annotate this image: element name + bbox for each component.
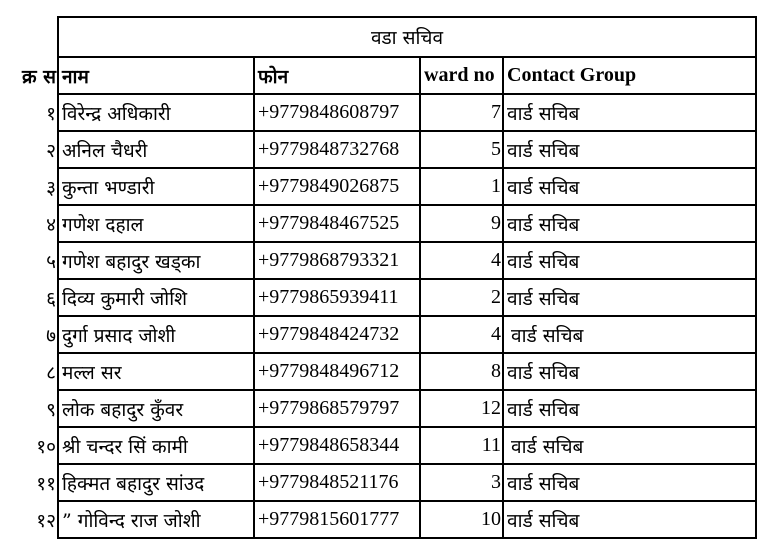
table-row [8,316,756,353]
table-row [8,242,756,279]
serial-number-cell: ३ [46,176,56,199]
ward-no-cell: 11 [420,427,503,464]
table-row [8,353,756,390]
name-cell: हिक्मत बहादुर सांउद [58,464,254,501]
serial-number-cell: ४ [46,213,56,236]
serial-number-cell: ९ [46,398,56,421]
serial-number-cell: ११ [36,472,56,495]
ward-no-cell: 10 [420,501,503,538]
phone-cell: +9779848424732 [254,316,420,353]
ward-no-cell: 12 [420,390,503,427]
phone-cell: +9779848496712 [254,353,420,390]
contact-group-cell: वार्ड सचिब [503,316,756,353]
header-row [8,57,756,94]
table-row [8,205,756,242]
phone-cell: +9779815601777 [254,501,420,538]
ward-secretary-table [8,16,757,539]
contact-group-cell: वार्ड सचिब [503,501,756,538]
contact-group-cell: वार्ड सचिब [503,427,756,464]
phone-cell: +9779868793321 [254,242,420,279]
serial-number-cell: ६ [46,287,56,310]
name-cell: अनिल चैधरी [58,131,254,168]
phone-cell: +9779848467525 [254,205,420,242]
name-cell: गणेश बहादुर खड्का [58,242,254,279]
name-cell: विरेन्द्र अधिकारी [58,94,254,131]
name-cell: गणेश दहाल [58,205,254,242]
ward-no-cell: 4 [420,316,503,353]
name-cell: लोक बहादुर कुँवर [58,390,254,427]
name-cell: दिव्य कुमारी जोशि [58,279,254,316]
ward-no-cell: 7 [420,94,503,131]
empty-cell [8,17,58,57]
contact-group-cell: वार्ड सचिब [503,94,756,131]
serial-number-cell: ८ [46,361,56,384]
phone-cell: +9779848732768 [254,131,420,168]
table-row [8,390,756,427]
ward-no-cell: 8 [420,353,503,390]
table-row [8,131,756,168]
table-row [8,501,756,538]
phone-cell: +9779865939411 [254,279,420,316]
ward-no-cell: 3 [420,464,503,501]
table-row [8,279,756,316]
table-row [8,464,756,501]
contact-group-cell: वार्ड सचिब [503,168,756,205]
name-cell: मल्ल सर [58,353,254,390]
contact-group-cell: वार्ड सचिब [503,131,756,168]
ward-no-cell: 5 [420,131,503,168]
serial-number-cell: ५ [46,250,56,273]
ward-no-cell: 9 [420,205,503,242]
title-row [8,17,756,57]
phone-cell: +9779848608797 [254,94,420,131]
header-serial-number: क्र स [21,65,56,88]
name-cell: कुन्ता भण्डारी [58,168,254,205]
header-name: नाम [58,57,254,94]
table-row [8,94,756,131]
serial-number-cell: १० [36,435,56,458]
serial-number-cell: २ [46,139,56,162]
table-row [8,168,756,205]
contact-group-cell: वार्ड सचिब [503,242,756,279]
header-contact-group: Contact Group [503,57,756,94]
name-cell: दुर्गा प्रसाद जोशी [58,316,254,353]
phone-cell: +9779848658344 [254,427,420,464]
serial-number-cell: १२ [36,509,56,532]
header-phone: फोन [254,57,420,94]
serial-number-cell: ७ [46,324,56,347]
ward-no-cell: 2 [420,279,503,316]
name-cell: ” गोविन्द राज जोशी [58,501,254,538]
phone-cell: +9779848521176 [254,464,420,501]
phone-cell: +9779849026875 [254,168,420,205]
name-cell: श्री चन्दर सिं कामी [58,427,254,464]
serial-number-cell: १ [46,102,56,125]
ward-no-cell: 4 [420,242,503,279]
header-ward-no: ward no [420,57,503,94]
table-row [8,427,756,464]
contact-group-cell: वार्ड सचिब [503,353,756,390]
contact-group-cell: वार्ड सचिब [503,464,756,501]
contact-group-cell: वार्ड सचिब [503,390,756,427]
contact-group-cell: वार्ड सचिब [503,205,756,242]
table-title: वडा सचिव [58,17,756,57]
phone-cell: +9779868579797 [254,390,420,427]
ward-no-cell: 1 [420,168,503,205]
contact-group-cell: वार्ड सचिब [503,279,756,316]
